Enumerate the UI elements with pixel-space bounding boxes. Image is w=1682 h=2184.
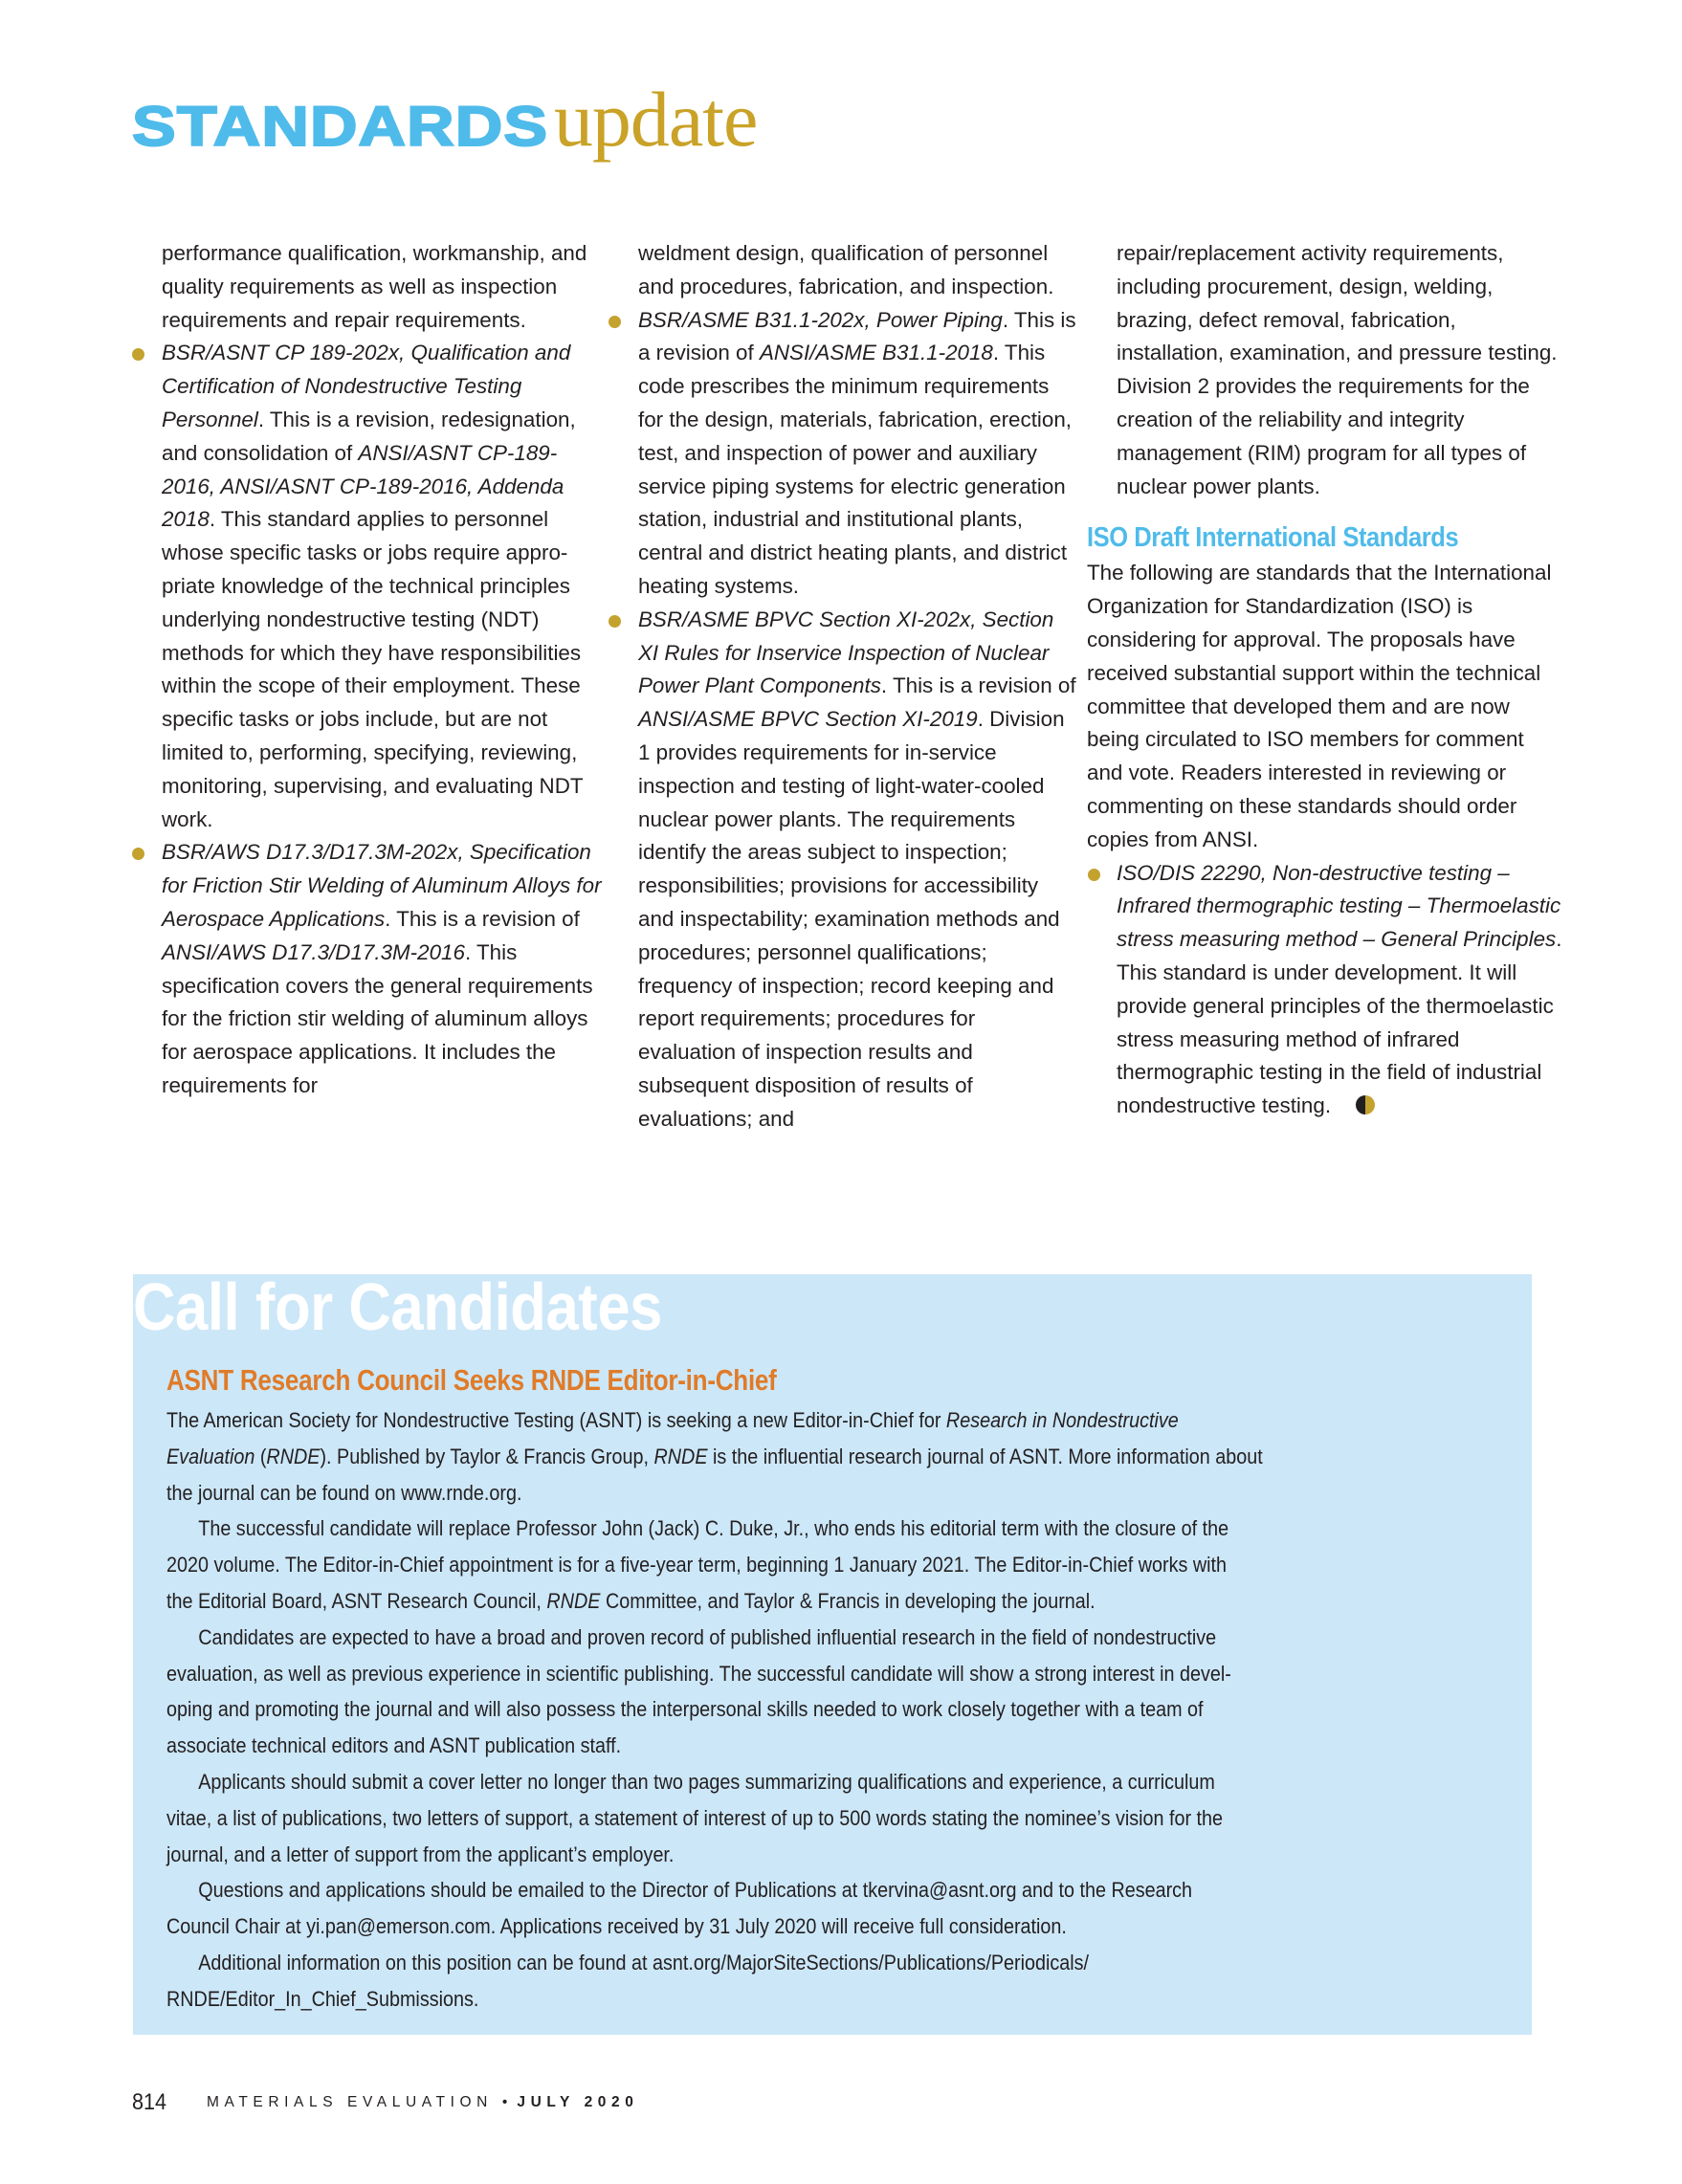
line-text: journal, and a letter of support from the applicant’s employer.	[166, 1842, 675, 1866]
info-url-text: RNDE/Editor_In_Chief_Submissions.	[166, 1986, 479, 2011]
line-text: the journal can be found on www.rnde.org.	[166, 1480, 522, 1505]
standard-list-item	[609, 604, 1077, 1136]
journal-abbrev: RNDE	[266, 1444, 321, 1468]
text-column-1	[132, 237, 610, 1103]
line-text: Candidates are expected to have a broad and proven record of published influential research in the field of nondestructive	[198, 1624, 1217, 1649]
call-for-candidates-subtitle: ASNT Research Council Seeks RNDE Editor-in-Chief	[166, 1363, 777, 1397]
journal-name: Evaluation	[166, 1444, 255, 1468]
line-text: Applicants should submit a cover letter no longer than two pages summarizing qualifications and experience, a curriculum	[198, 1769, 1215, 1794]
contact-email-text: Questions and applications should be emailed to the Director of Publications at tkervina@asnt.org and to the Research	[198, 1878, 1193, 1903]
body-line	[166, 1872, 1356, 1908]
body-line	[166, 1656, 1356, 1692]
text-column-3	[1087, 237, 1565, 1123]
call-for-candidates-title: Call for Candidates	[133, 1269, 662, 1344]
iso-intro-paragraph: The following are standards that the International Organization for Standardization (ISO) is considering for approval. The proposals have received substantial support within the technical committee that developed them and are now being circulated to ISO members for comment and vote. Readers interested in reviewing or commenting on these standards should order copies from ANSI.	[1087, 561, 1552, 851]
standard-reference: ANSI/ASME B31.1-2018	[759, 341, 993, 365]
gold-dot-icon	[132, 848, 144, 860]
gold-dot-icon	[609, 316, 621, 328]
body-line	[166, 1475, 1356, 1511]
page-footer	[132, 2089, 638, 2116]
call-for-candidates-body	[166, 1402, 1525, 2018]
standard-title: BSR/ASME B31.1-202x, Power Piping	[638, 307, 1003, 332]
body-line	[166, 1511, 1356, 1547]
text-column-2	[609, 237, 1077, 1136]
line-text: (	[255, 1444, 267, 1468]
body-line	[166, 1583, 1356, 1620]
page-number: 814	[132, 2089, 167, 2115]
masthead-standards-word: STANDARDS	[132, 96, 549, 158]
standard-list-item	[132, 836, 610, 1102]
info-url-text: Additional information on this position can be found at asnt.org/MajorSiteSections/Publications/Periodicals/	[198, 1950, 1090, 1974]
body-line	[166, 1981, 1356, 2018]
body-line	[166, 1800, 1356, 1837]
line-text: associate technical editors and ASNT publication staff.	[166, 1733, 622, 1758]
body-line	[166, 1691, 1356, 1728]
line-text: evaluation, as well as previous experience in scientific publishing. The successful candidate will show a strong interest in devel-	[166, 1661, 1231, 1686]
section-masthead	[132, 75, 757, 180]
line-text: The American Society for Nondestructive Testing (ASNT) is seeking a new Editor-in-Chief for	[166, 1408, 946, 1432]
standard-description: . This specification covers the general requirements for the friction stir welding of aluminum alloys for aerospace applications. It includes the requirements for	[162, 939, 593, 1097]
publication-name: MATERIALS EVALUATION •	[207, 2094, 513, 2110]
journal-abbrev: RNDE	[653, 1444, 708, 1468]
iso-section-heading: ISO Draft International Standards	[1087, 522, 1459, 554]
column1-continuation: performance qualification, workmanship, and quality requirements as well as inspection requirements and repair requirements.	[162, 241, 587, 332]
standard-reference: ANSI/ASNT CP-189-2016, ANSI/ASNT CP-189-2016, Addenda 2018	[162, 440, 564, 532]
line-text: The successful candidate will replace Professor John (Jack) C. Duke, Jr., who ends his editorial term with the closure of the	[198, 1516, 1229, 1541]
contact-email-text: Council Chair at yi.pan@emerson.com. Applications received by 31 July 2020 will receive full consideration.	[166, 1914, 1067, 1939]
journal-name: Research in Nondestructive	[945, 1408, 1179, 1432]
standard-description: . This standard is under development. It will provide general principles of the thermoelastic stress measuring method of infrared thermographic testing in the field of industrial nondestructive testing.	[1117, 927, 1562, 1118]
body-line	[166, 1728, 1356, 1764]
body-line	[166, 1837, 1356, 1873]
line-text: is the influential research journal of ASNT. More information about	[707, 1444, 1263, 1468]
body-line	[166, 1547, 1356, 1583]
line-text: Committee, and Taylor & Francis in developing the journal.	[600, 1588, 1096, 1613]
body-line	[166, 1908, 1356, 1945]
journal-abbrev: RNDE	[546, 1588, 601, 1613]
line-text: the Editorial Board, ASNT Research Council,	[166, 1588, 547, 1613]
line-text: 2020 volume. The Editor-in-Chief appointment is for a five-year term, beginning 1 January 2021. The Editor-in-Chief works with	[166, 1553, 1228, 1577]
standard-list-item	[132, 337, 610, 836]
end-of-article-icon	[1356, 1095, 1375, 1114]
standard-description: . This standard applies to personnel whose specific tasks or jobs require appropriate knowledge of the technical principles underlying nondestructive testing (NDT) methods for which they have responsibilities within the scope of their employment. These specific tasks or jobs include, but are not limited to, performing, specifying, reviewing, monitoring, supervising, and evaluating NDT work.	[162, 507, 584, 831]
issue-date: JULY 2020	[517, 2094, 639, 2110]
column3-continuation: repair/replacement activity requirements, including procurement, design, welding, brazing, defect removal, fabrication, installation, examination, and pressure testing. Division 2 provides the requirements for the creation of the reliability and integrity management (RIM) program for all types of nuclear power plants.	[1117, 241, 1558, 498]
gold-dot-icon	[132, 348, 144, 361]
standard-reference: ANSI/ASME BPVC Section XI-2019	[638, 707, 978, 732]
standard-list-item	[609, 304, 1077, 604]
gold-dot-icon	[1088, 869, 1100, 881]
standard-text: . This is a revision, redesignation, and consolidation of	[162, 407, 576, 465]
standard-reference: ANSI/AWS D17.3/D17.3M-2016	[162, 939, 465, 964]
standard-text: . This is a revision of	[638, 307, 1076, 365]
standard-text: . This is a revision of	[880, 673, 1076, 698]
standard-title: BSR/ASNT CP 189-202x, Qualification and Certification of Nondestructive Testing Personnel	[162, 341, 571, 431]
standard-list-item	[1087, 857, 1565, 1123]
standard-text: . This is a revision of	[385, 906, 580, 931]
gold-dot-icon	[609, 615, 621, 628]
standard-title: BSR/AWS D17.3/D17.3M-202x, Specification for Friction Stir Welding of Aluminum Alloys for Aerospace Applications	[162, 840, 602, 931]
standard-title: ISO/DIS 22290, Non-destructive testing – Infrared thermographic testing – Thermoelastic stress measuring method – General Principles	[1117, 860, 1561, 952]
body-line	[166, 1439, 1356, 1475]
line-text: oping and promoting the journal and will also possess the interpersonal skills needed to work closely together with a team of	[166, 1697, 1204, 1722]
body-line	[166, 1764, 1356, 1800]
line-text: ). Published by Taylor & Francis Group,	[320, 1444, 654, 1468]
masthead-update-word: update	[553, 76, 758, 163]
body-line	[166, 1620, 1356, 1656]
standard-description: . This code prescribes the minimum requirements for the design, materials, fabrication, erection, test, and inspection of power and auxiliary service piping systems for electric generation station, industrial and institutional plants, central and district heating plants, and district heating systems.	[638, 341, 1073, 598]
standard-description: . Division 1 provides requirements for in-service inspection and testing of light-water-cooled nuclear power plants. The requirements identify the areas subject to inspection; responsibilities; provisions for accessibility and inspectability; examination methods and procedures; personnel qualifications; frequency of inspection; record keeping and report requirements; procedures for evaluation of inspection results and subsequent disposition of results of evaluations; and	[638, 707, 1065, 1131]
column2-continuation: weldment design, qualification of personnel and procedures, fabrication, and inspection.	[638, 241, 1054, 298]
call-for-candidates-box	[133, 1269, 1532, 2035]
line-text: vitae, a list of publications, two letters of support, a statement of interest of up to 500 words stating the nominee’s vision for the	[166, 1805, 1224, 1830]
body-line	[166, 1402, 1356, 1439]
body-line	[166, 1945, 1356, 1981]
standard-title: BSR/ASME BPVC Section XI-202x, Section XI Rules for Inservice Inspection of Nuclear Power Plant Components	[638, 607, 1054, 698]
